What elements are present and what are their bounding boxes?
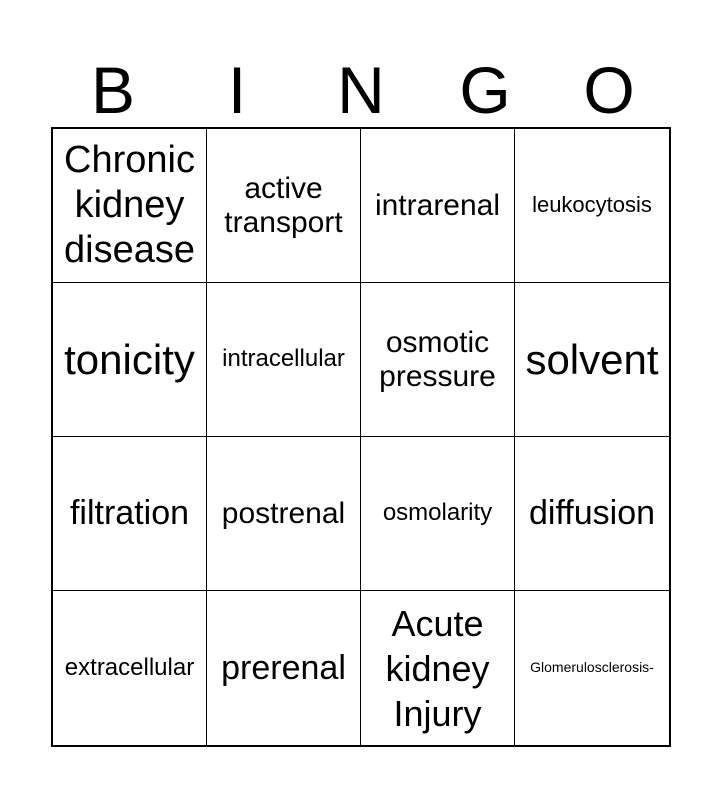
- bingo-cell[interactable]: Chronic kidney disease: [53, 129, 207, 283]
- bingo-cell[interactable]: intracellular: [207, 283, 361, 437]
- bingo-header: [51, 52, 671, 128]
- header-letter-b: B: [90, 53, 136, 127]
- bingo-cell[interactable]: filtration: [53, 437, 207, 591]
- header-letter-g: G: [459, 53, 511, 127]
- bingo-cell[interactable]: extracellular: [53, 591, 207, 745]
- header-letter-i: I: [227, 53, 247, 127]
- bingo-cell[interactable]: postrenal: [207, 437, 361, 591]
- bingo-board: [51, 127, 671, 747]
- bingo-cell[interactable]: diffusion: [515, 437, 669, 591]
- bingo-cell[interactable]: leukocytosis: [515, 129, 669, 283]
- bingo-cell[interactable]: prerenal: [207, 591, 361, 745]
- bingo-cell[interactable]: osmolarity: [361, 437, 515, 591]
- bingo-cell[interactable]: intrarenal: [361, 129, 515, 283]
- bingo-cell[interactable]: tonicity: [53, 283, 207, 437]
- bingo-cell[interactable]: Acute kidney Injury: [361, 591, 515, 745]
- header-letter-o: O: [583, 53, 635, 127]
- bingo-cell[interactable]: active transport: [207, 129, 361, 283]
- bingo-cell[interactable]: Glomerulosclerosis-: [530, 659, 654, 676]
- header-letter-n: N: [337, 53, 385, 127]
- bingo-cell[interactable]: osmotic pressure: [361, 283, 515, 437]
- bingo-cell[interactable]: solvent: [515, 283, 669, 437]
